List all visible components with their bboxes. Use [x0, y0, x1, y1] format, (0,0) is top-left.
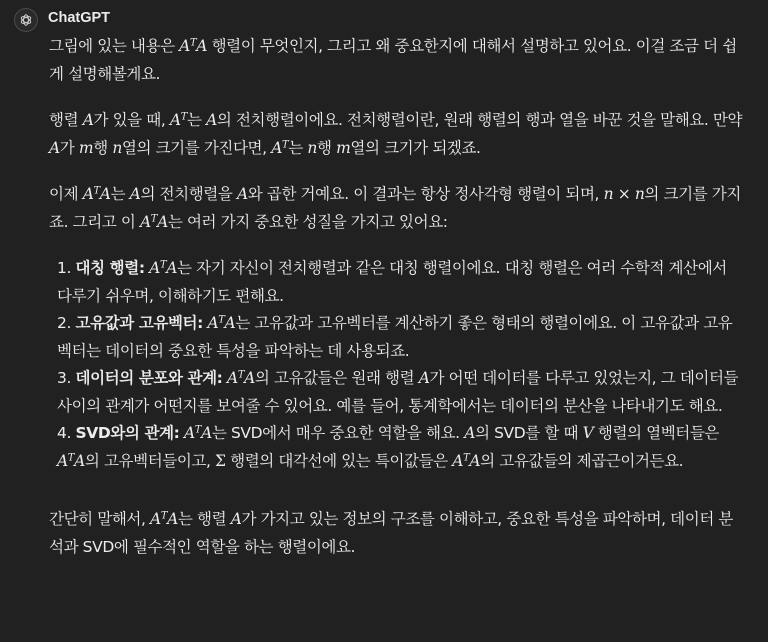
paragraph-ata: 이제 $A^TA$는 A의 전치행렬을 A와 곱한 거예요. 이 결과는 항상 정사각형 행렬이 되며, n × n의 크기를 가지죠. 그리고 이 $A^TA$는 여러 가지 중요한 성질을 가지고 있어요: [49, 185, 741, 231]
paragraph-transpose: 행렬 A가 있을 때, $A^T$는 A의 전치행렬이에요. 전치행렬이란, 원래 행렬의 행과 열을 바꾼 것을 말해요. 만약 A가 m행 n열의 크기를 가진다면, $A^T$는 n행 m열의 크기가 되겠죠. [49, 111, 743, 157]
openai-logo-icon [19, 13, 33, 27]
math-ATA: $A^TA$ [179, 37, 208, 55]
paragraph-intro: 그림에 있는 내용은 $A^TA$ 행렬이 무엇인지, 그리고 왜 중요한지에 대해서 설명하고 있어요. 이걸 조금 더 쉽게 설명해볼게요. [49, 37, 737, 83]
list-item: 2. 고유값과 고유벡터: $A^TA$는 고유값과 고유벡터를 계산하기 좋은 형태의 행렬이에요. 이 고유값과 고유벡터는 데이터의 중요한 특성을 파악하는 데 사용되죠. [57, 314, 733, 360]
list-item: 4. SVD와의 관계: $A^TA$는 SVD에서 매우 중요한 역할을 해요. A의 SVD를 할 때 V 행렬의 열벡터들은 $A^TA$의 고유벡터들이고, Σ 행렬의 대각선에 있는 특이값들은 $A^TA$의 고유값들의 제곱근이거든요. [57, 424, 719, 470]
properties-list [49, 255, 744, 475]
author-name: ChatGPT [48, 10, 111, 26]
chatgpt-avatar [14, 8, 38, 32]
assistant-message [49, 33, 744, 580]
list-item: 3. 데이터의 분포와 관계: $A^TA$의 고유값들은 원래 행렬 A가 어떤 데이터를 다루고 있었는지, 그 데이터들 사이의 관계가 어떤지를 보여줄 수 있어요. 예를 들어, 통계학에서는 데이터의 분산을 나타내기도 해요. [57, 369, 739, 415]
list-item: 1. 대칭 행렬: $A^TA$는 자기 자신이 전치행렬과 같은 대칭 행렬이에요. 대칭 행렬은 여러 수학적 계산에서 다루기 쉬우며, 이해하기도 편해요. [57, 259, 727, 305]
paragraph-summary: 간단히 말해서, $A^TA$는 행렬 A가 가지고 있는 정보의 구조를 이해하고, 중요한 특성을 파악하며, 데이터 분석과 SVD에 필수적인 역할을 하는 행렬이에요. [49, 510, 734, 556]
